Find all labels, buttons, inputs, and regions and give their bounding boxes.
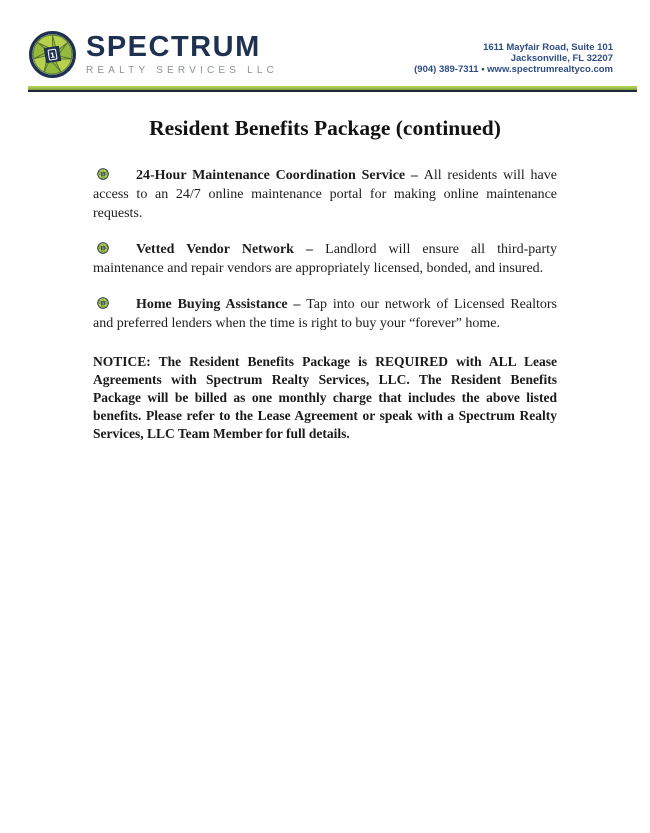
benefit-title: Vetted Vendor Network – [136,242,326,257]
contact-phone-website: (904) 389-7311 • www.spectrumrealtyco.com [414,63,613,75]
brand-name: SPECTRUM [86,31,261,63]
contact-address-line1: 1611 Mayfair Road, Suite 101 [483,42,613,53]
benefit-body: All residents will have access to an 24/7 online maintenance portal for making online maintenance requests. [93,168,557,221]
notice-paragraph: NOTICE: The Resident Benefits Package is REQUIRED with ALL Lease Agreements with Spectrum Realty Services, LLC. The Resident Benefits Package will be billed as one monthly charge that includes the above listed benefits. Please refer to the Lease Agreement or speak with a Spectrum Realty Services, LLC Team Member for full details. [93,354,557,441]
list-item-maintenance-coordination [93,166,557,223]
header-divider [28,86,637,92]
benefit-body: Landlord will ensure all third-party maintenance and repair vendors are appropriately licensed, bonded, and insured. [93,242,557,276]
page-title: Resident Benefits Package (continued) [149,116,501,140]
letterhead [0,0,650,79]
brand-tagline: REALTY SERVICES LLC [86,65,279,76]
contact-info [414,30,613,76]
spectrum-bullet-icon [97,167,109,179]
contact-address-line2: Jacksonville, FL 32207 [510,52,613,64]
benefits-list [93,166,557,333]
list-item-vetted-vendor-network [93,240,557,278]
benefit-title: 24-Hour Maintenance Coordination Service – [136,168,424,183]
spectrum-logo-icon [28,30,77,79]
benefit-body: Tap into our network of Licensed Realtors and preferred lenders when the time is right to buy your “forever” home. [93,297,557,331]
brand-logo [28,30,278,79]
benefit-title: Home Buying Assistance – [136,297,307,312]
spectrum-bullet-icon [97,241,109,253]
spectrum-bullet-icon [97,296,109,308]
list-item-home-buying-assistance [93,295,557,333]
